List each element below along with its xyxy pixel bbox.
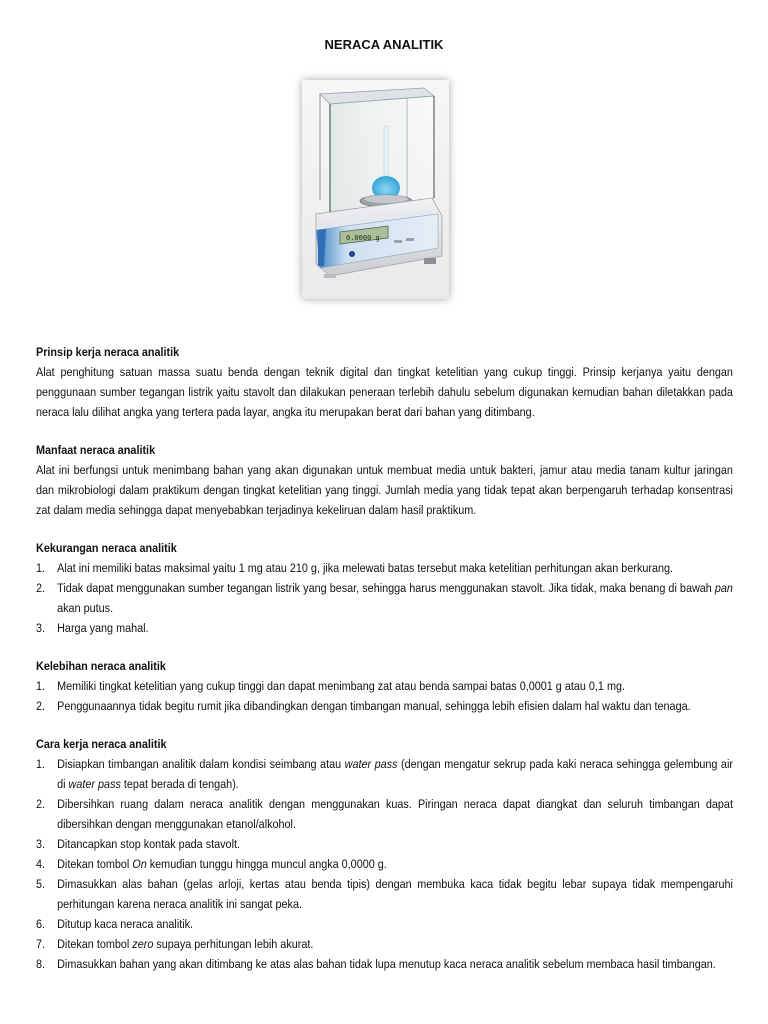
- list-item-text: kemudian tunggu hingga muncul angka 0,0000 g.: [146, 857, 387, 871]
- list-item-text: Ditutup kaca neraca analitik.: [57, 917, 194, 931]
- list-item-number: 3.: [36, 837, 46, 851]
- analytical-balance-photo: [302, 80, 449, 299]
- list-item-number: 1.: [36, 561, 46, 575]
- balance-display-readout: 0.0000 g: [346, 234, 380, 242]
- list-item-text: Memiliki tingkat ketelitian yang cukup tinggi dan dapat menimbang zat atau benda sampai batas 0,0001 g atau 0,1 mg.: [57, 679, 625, 693]
- list-item-number: 7.: [36, 937, 46, 951]
- list-item-text: Disiapkan timbangan analitik dalam kondisi seimbang atau: [57, 757, 345, 771]
- list-item: [36, 834, 733, 854]
- numbered-list: [36, 676, 733, 716]
- list-item: [36, 676, 733, 696]
- list-item-number: 2.: [36, 699, 46, 713]
- list-item-text: Ditancapkan stop kontak pada stavolt.: [57, 837, 240, 851]
- list-item-text: tepat berada di tengah).: [120, 777, 239, 791]
- section-heading: Cara kerja neraca analitik: [36, 737, 167, 751]
- numbered-list: [36, 754, 733, 974]
- list-item-text: supaya perhitungan lebih akurat.: [153, 937, 314, 951]
- list-item-text: Dimasukkan bahan yang akan ditimbang ke atas alas bahan tidak lupa menutup kaca neraca analitik sebelum membaca hasil timbangan.: [57, 957, 716, 971]
- list-item: [36, 914, 733, 934]
- section: [36, 342, 733, 422]
- section: [36, 440, 733, 520]
- section-paragraph: Alat ini berfungsi untuk menimbang bahan yang akan digunakan untuk membuat media untuk bakteri, jamur atau media tanam kultur jaringan dan mikrobiologi dalam praktikum dengan tingkat ketelitian yang tinggi. Jumlah media yang tidak tepat akan berpengaruh terhadap konsentrasi zat dalam media sehingga dapat menyebabkan terjadinya kekeliruan dalam hasil praktikum.: [36, 463, 733, 517]
- list-item: [36, 696, 733, 716]
- list-item-text: (dengan mengatur sekrup pada kaki neraca sehingga gelembung air di: [57, 757, 733, 791]
- list-item-number: 6.: [36, 917, 46, 931]
- list-item-text: Tidak dapat menggunakan sumber tegangan listrik yang besar, sehingga harus menggunakan stavolt. Jika tidak, maka benang di bawah: [57, 581, 715, 595]
- list-item: [36, 558, 733, 578]
- list-item: [36, 618, 733, 638]
- document-title: NERACA ANALITIK: [324, 37, 444, 52]
- section: [36, 538, 733, 638]
- document-body: [36, 342, 733, 992]
- italic-term: zero: [132, 937, 154, 951]
- list-item-number: 2.: [36, 797, 46, 811]
- list-item-number: 5.: [36, 877, 46, 891]
- list-item: [36, 934, 733, 954]
- italic-term: water pass: [68, 777, 121, 791]
- section-paragraph: Alat penghitung satuan massa suatu benda dengan teknik digital dan tingkat ketelitian yang cukup tinggi. Prinsip kerjanya yaitu dengan penggunaan sumber tegangan listrik yaitu stavolt dan dilakukan peneraan terlebih dahulu sebelum digunakan kemudian bahan diletakkan pada neraca lalu dilihat angka yang tertera pada layar, angka itu merupakan berat dari bahan yang ditimbang.: [36, 365, 733, 419]
- list-item: [36, 854, 733, 874]
- list-item: [36, 874, 733, 914]
- section-heading: Kelebihan neraca analitik: [36, 659, 166, 673]
- list-item-number: 4.: [36, 857, 46, 871]
- list-item-number: 2.: [36, 581, 46, 595]
- list-item-number: 3.: [36, 621, 46, 635]
- list-item-number: 1.: [36, 757, 46, 771]
- list-item: [36, 754, 733, 794]
- list-item-number: 8.: [36, 957, 46, 971]
- list-item-number: 1.: [36, 679, 46, 693]
- list-item: [36, 794, 733, 834]
- numbered-list: [36, 558, 733, 638]
- section: [36, 734, 733, 974]
- list-item-text: Alat ini memiliki batas maksimal yaitu 1 mg atau 210 g, jika melewati batas tersebut maka ketelitian perhitungan akan berkurang.: [57, 561, 674, 575]
- list-item-text: Harga yang mahal.: [57, 621, 149, 635]
- list-item-text: Ditekan tombol: [57, 857, 133, 871]
- italic-term: pan: [714, 581, 733, 595]
- list-item: [36, 578, 733, 618]
- list-item-text: Ditekan tombol: [57, 937, 133, 951]
- italic-term: water pass: [344, 757, 398, 771]
- list-item-text: Dibersihkan ruang dalam neraca analitik dengan menggunakan kuas. Piringan neraca dapat diangkat dan seluruh timbangan dapat dibersihkan dengan menggunakan etanol/alkohol.: [57, 797, 733, 831]
- section-heading: Prinsip kerja neraca analitik: [36, 345, 180, 359]
- list-item-text: Dimasukkan alas bahan (gelas arloji, kertas atau benda tipis) dengan membuka kaca tidak begitu lebar supaya tidak mempengaruhi perhitungan karena neraca analitik ini sangat peka.: [57, 877, 733, 911]
- list-item-text: akan putus.: [57, 601, 114, 615]
- list-item: [36, 954, 733, 974]
- section-heading: Manfaat neraca analitik: [36, 443, 156, 457]
- italic-term: On: [132, 857, 147, 871]
- section: [36, 656, 733, 716]
- list-item-text: Penggunaannya tidak begitu rumit jika dibandingkan dengan timbangan manual, sehingga lebih efisien dalam hal waktu dan tenaga.: [57, 699, 691, 713]
- section-heading: Kekurangan neraca analitik: [36, 541, 177, 555]
